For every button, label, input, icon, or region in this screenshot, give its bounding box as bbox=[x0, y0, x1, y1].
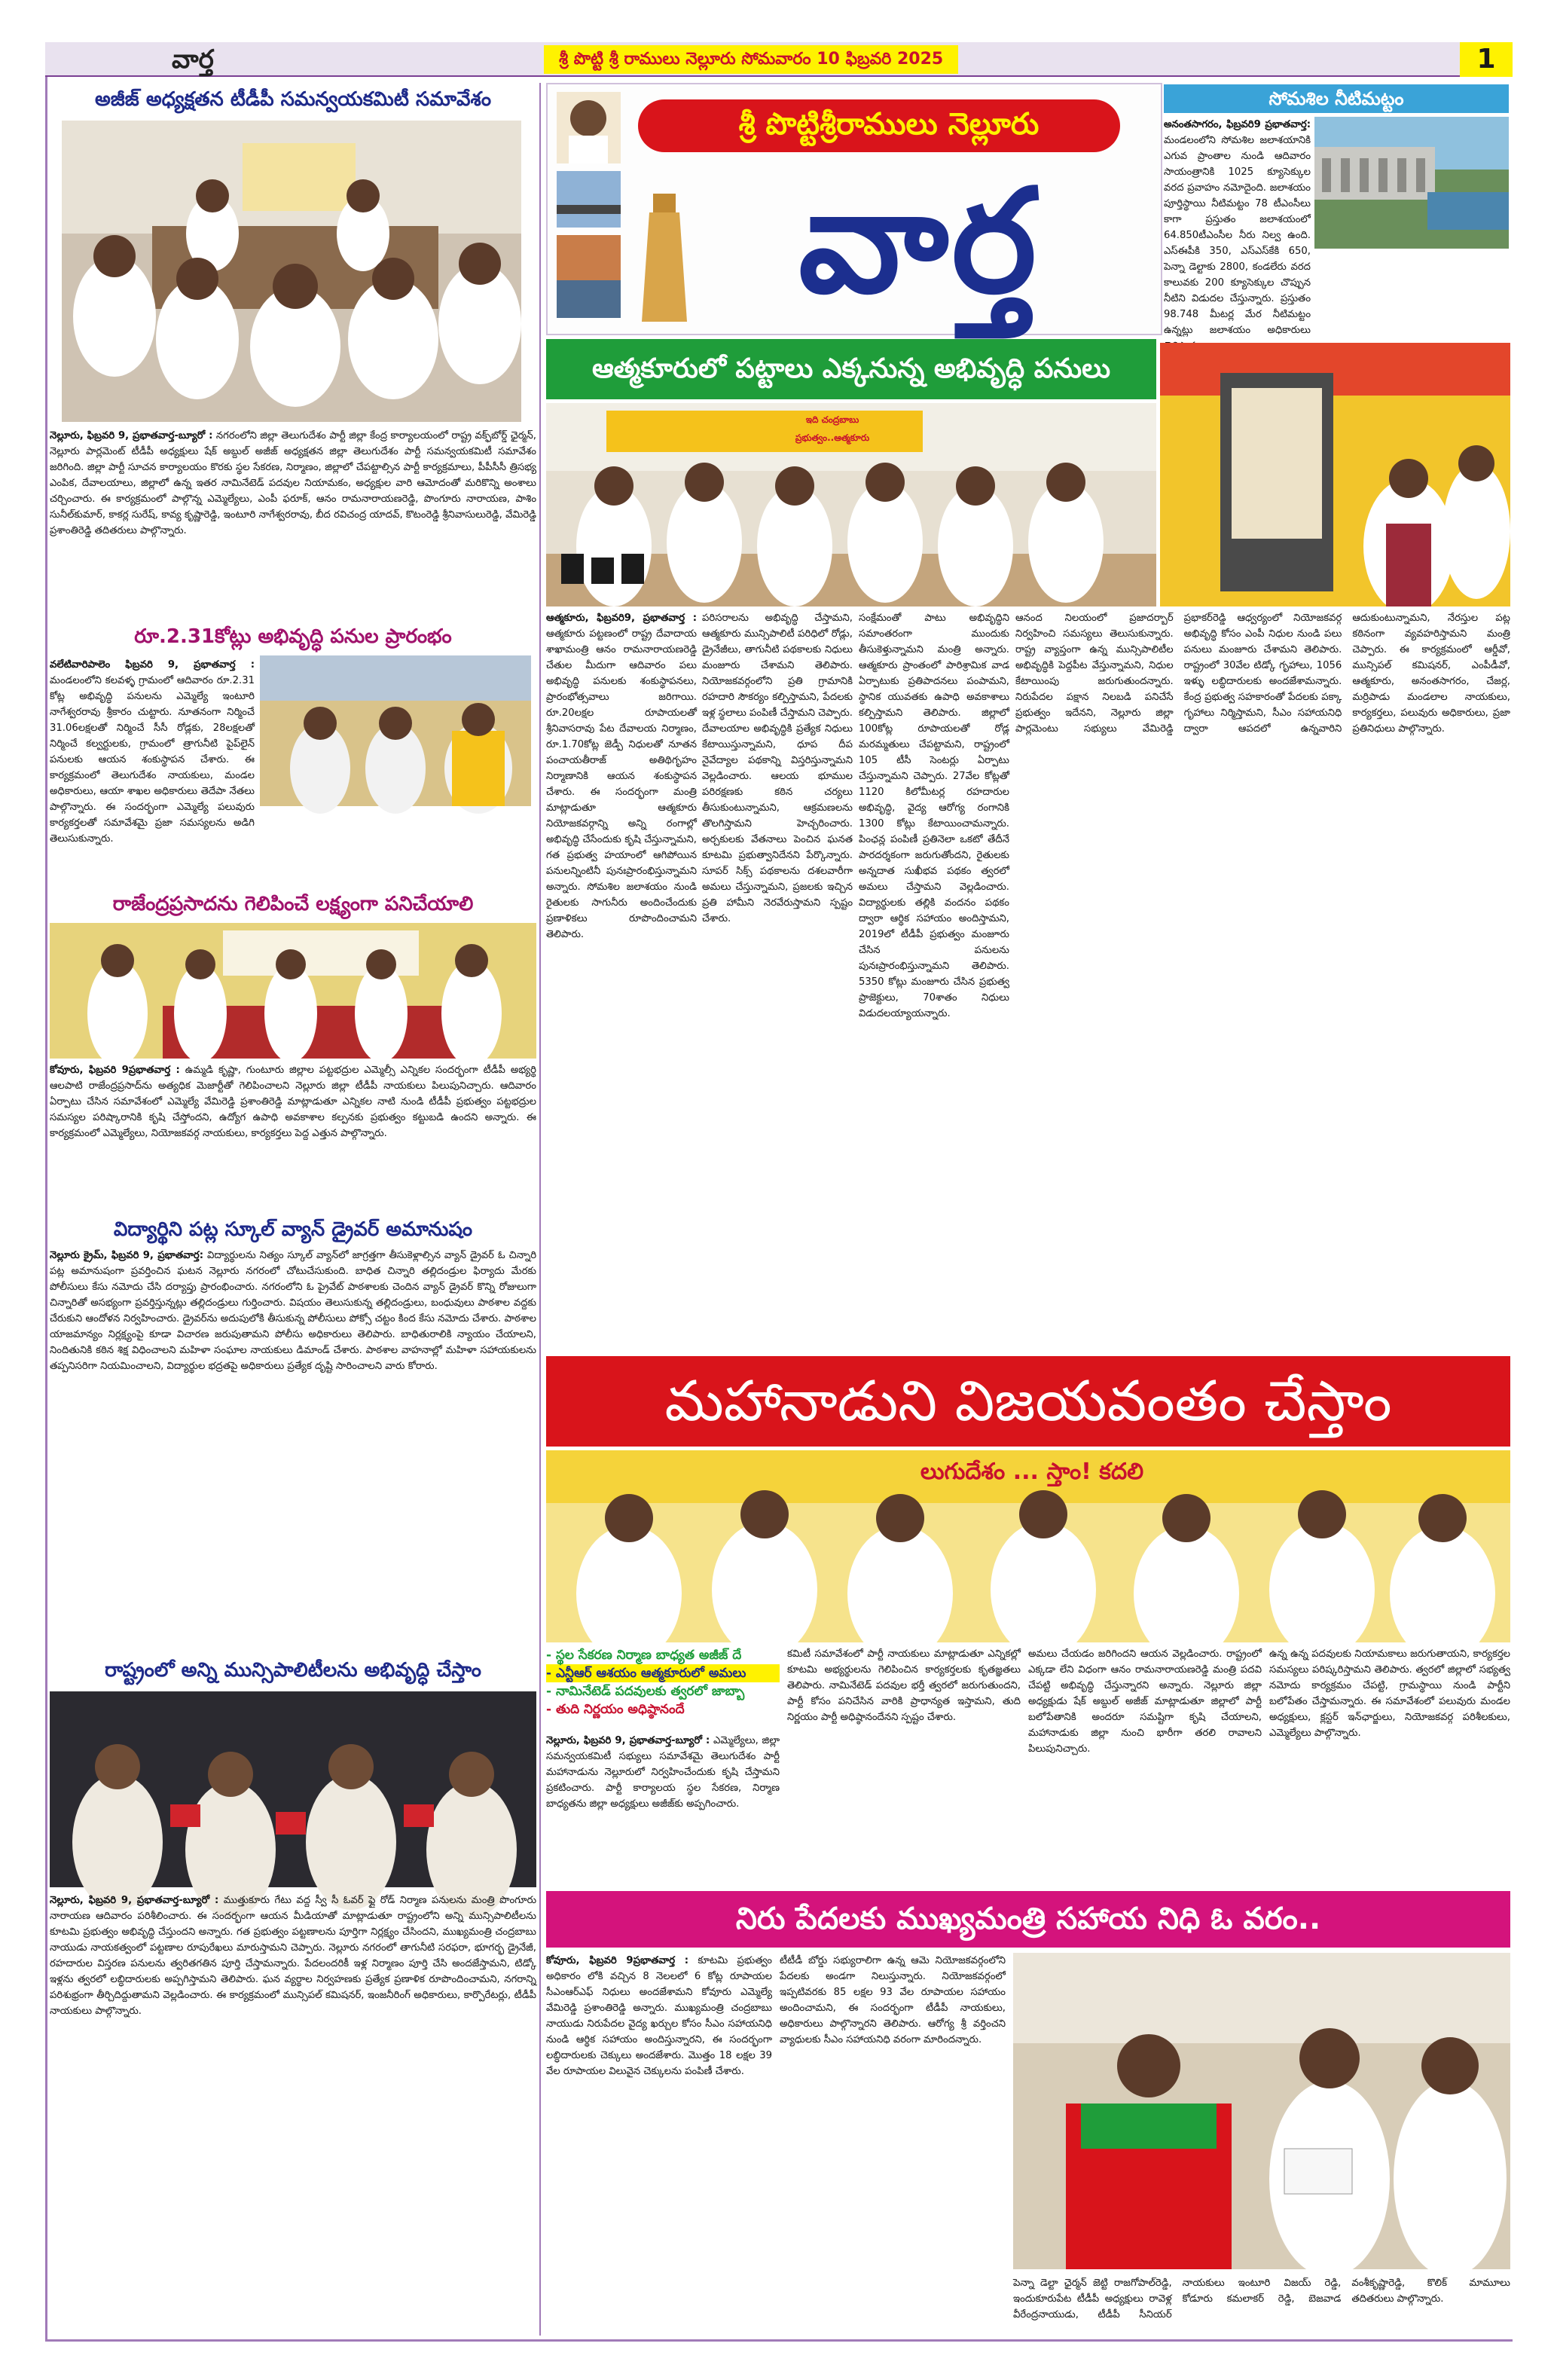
atmakur-col2: పరిసరాలను అభివృద్ధి చేస్తామని, ఆత్మకూరు మున్సిపాలిటీ పరిధిలో రోడ్లు, డ్రైనేజీలు, తాగునీటి పథకాలకు నిధులు మంజూరు చేశామని తెలిపారు. నియోజకవర్గంలోని ప్రతి గ్రామానికి రహదారి సౌకర్యం కల్పిస్తామని, పేదలకు ఇళ్ల స్థలాలు పంపిణీ చేస్తామని చెప్పారు. దేవాలయాల అభివృద్ధికి ప్రత్యేక నిధులు కేటాయిస్తున్నామని, ధూప దీప నైవేద్యాల పథకాన్ని విస్తరిస్తున్నామని వెల్లడించారు. ఆలయ భూముల పరిరక్షణకు కఠిన చర్యలు తీసుకుంటున్నామని, ఆక్రమణలను తొలగిస్తామని హెచ్చరించారు. అర్చకులకు వేతనాలు పెంచిన ఘనత కూటమి ప్రభుత్వానిదేనని పేర్కొన్నారు. సూపర్ సిక్స్ పథకాలను దశలవారీగా అమలు చేస్తున్నామని, ప్రజలకు ఇచ్చిన ప్రతి హామీని నెరవేరుస్తామని స్పష్టం చేశారు. bbox=[702, 613, 853, 924]
somasila-body-col bbox=[1164, 117, 1311, 336]
mahanadu-col1-text: ఎమ్మెల్యేలు, జిల్లా సమన్వయకమిటీ సభ్యులు సమావేశమై తెలుగుదేశం పార్టీ మహానాడును నెల్లూరులో నిర్వహించేందుకు కృషి చేస్తామని ప్రకటించారు. పార్టీ కార్యాలయ స్థల సేకరణ, నిర్మాణ బాధ్యతను జిల్లా అధ్యక్షులు అజీజ్‌కు అప్పగించారు. bbox=[546, 1735, 780, 1810]
story4-text: విద్యార్థులను నిత్యం స్కూల్ వ్యాన్‌లో జాగ్రత్తగా తీసుకెళ్లాల్సిన వ్యాన్ డ్రైవర్ ఓ చిన్నారి పట్ల అమానుషంగా ప్రవర్తించిన ఘటన నెల్లూరు నగరంలో చోటుచేసుకుంది. బాధిత చిన్నారి తల్లిదండ్రుల ఫిర్యాదు మేరకు పోలీసులు కేసు నమోదు చేసి దర్యాప్తు ప్రారంభించారు. నగరంలోని ఓ ప్రైవేట్ పాఠశాలకు చెందిన వ్యాన్ డ్రైవర్ కొన్ని రోజులుగా చిన్నారితో అసభ్యంగా ప్రవర్తిస్తున్నట్లు తల్లిదండ్రులు గుర్తించారు. విషయం తెలుసుకున్న తల్లిదండ్రులు, బంధువులు పాఠశాల వద్దకు చేరుకుని ఆందోళన నిర్వహించారు. డ్రైవర్‌ను అదుపులోకి తీసుకున్న పోలీసులు పోక్సో చట్టం కింద కేసు నమోదు చేశారు. పాఠశాల యాజమాన్యం నిర్లక్ష్యంపై కూడా విచారణ జరుపుతామని పోలీసు అధికారులు తెలిపారు. బాధితురాలికి న్యాయం చేయాలని, నిందితునికి కఠిన శిక్ష విధించాలని మహిళా సంఘాల నాయకులు డిమాండ్ చేశారు. పాఠశాల వాహనాల్లో మహిళా సహాయకులను తప్పనిసరిగా నియమించాలని, విద్యార్థుల భద్రతపై అధికారులు ప్రత్యేక దృష్టి సారించాలని వారు కోరారు. bbox=[50, 1250, 537, 1372]
mahanadu-col2: కమిటీ సమావేశంలో పార్టీ నాయకులు మాట్లాడుతూ ఎన్నికల్లో కూటమి అభ్యర్థులను గెలిపించిన కార్యకర్తలకు కృతజ్ఞతలు తెలిపారు. నామినేటెడ్ పదవుల భర్తీ త్వరలో జరుగుతుందని, పార్టీ కోసం పనిచేసిన వారికి ప్రాధాన్యత ఇస్తామని, తుది నిర్ణయం పార్టీ అధిష్ఠానందేనని స్పష్టం చేశారు. bbox=[787, 1648, 1021, 1723]
column-divider-line bbox=[539, 83, 541, 2336]
atmakur-photo-banner: ఇది చంద్రబాబు ప్రభుత్వం..ఆత్మకూరు bbox=[795, 414, 870, 443]
atmakur-dateline: ఆత్మకూరు, ఫిబ్రవరి9, ప్రభాతవార్త : bbox=[546, 613, 697, 624]
somasila-text: మండలంలోని సోమశిల జలాశయానికి ఎగువ ప్రాంతాల నుండి ఆదివారం సాయంత్రానికి 1025 క్యూసెక్కుల వరద ప్రవాహం నమోదైంది. జలాశయం పూర్తిస్థాయి నీటిమట్టం 78 టీఎంసీలు కాగా ప్రస్తుతం జలాశయంలో 64.850టీఎంసీల నీరు నిల్వ ఉంది. ఎస్‌ఈపీకి 350, ఎస్‌ఎస్‌కేకి 650, పెన్నా డెల్టాకు 2800, కండలేరు వరద కాలువకు 200 క్యూసెక్కుల చొప్పున నీటిని విడుదల చేస్తున్నారు. ప్రస్తుతం 98.748 మీటర్ల మేర నీటిమట్టం ఉన్నట్లు జలాశయం అధికారులు bbox=[1164, 135, 1311, 336]
story3-photo bbox=[50, 923, 536, 1059]
atmakur-headline: ఆత్మకూరులో పట్టాలు ఎక్కనున్న అభివృద్ధి పనులు bbox=[546, 339, 1156, 399]
mahanadu-col3: అమలు చేయడం జరిగిందని ఆయన వెల్లడించారు. రాష్ట్రంలో ఎక్కడా లేని విధంగా ఆనం రామనారాయణరెడ్డి మంత్రి పదవి చేపట్టి అభివృద్ధి చేస్తున్నారని అన్నారు. నెల్లూరు జిల్లా అధ్యక్షుడు షేక్ అబ్దుల్ అజీజ్ మాట్లాడుతూ జిల్లాలో పార్టీ బలోపేతానికి అందరూ సమష్టిగా కృషి చేయాలని, మహానాడుకు జిల్లా నుంచి భారీగా తరలి రావాలని పిలుపునిచ్చారు. bbox=[1028, 1648, 1262, 1755]
atmakur-col1-text: ఆత్మకూరు పట్టణంలో రాష్ట్ర దేవాదాయ శాఖామంత్రి ఆనం రామనారాయణరెడ్డి చేతుల మీదుగా ఆదివారం పలు అభివృద్ధి పనులకు శంకుస్థాపనలు, ప్రారంభోత్సవాలు జరిగాయి. రూ.20లక్షల రూపాయలతో శ్రీనివాసరావు పేట దేవాలయ నిర్మాణం, రూ.1.70కోట్ల జెడ్పీ నిధులతో నూతన పంచాయతీరాజ్ అతిథిగృహం నిర్మాణానికి ఆయన శంకుస్థాపన చేశారు. ఈ సందర్భంగా మంత్రి మాట్లాడుతూ ఆత్మకూరు నియోజకవర్గాన్ని అన్ని రంగాల్లో అభివృద్ధి చేసేందుకు కృషి చేస్తున్నామని, గత ప్రభుత్వ హయాంలో ఆగిపోయిన పనులన్నింటినీ పునఃప్రారంభిస్తున్నామని అన్నారు. సోమశిల జలాశయం నుండి రైతులకు సాగునీరు అందించేందుకు ప్రణాళికలు రూపొందించామని తెలిపారు. bbox=[546, 628, 697, 940]
somasila-dateline: అనంతసాగరం, ఫిబ్రవరి9 ప్రభాతవార్త: bbox=[1164, 119, 1311, 130]
atmakur-col4: ఆనంద నిలయంలో ప్రజాదర్బార్ నిర్వహించి సమస్యలు తెలుసుకున్నారు. రాష్ట్ర వ్యాప్తంగా ఉన్న మున్సిపాలిటీల అభివృద్ధికి పెద్దపీట వేస్తున్నామని, నిధుల కేటాయింపు జరుగుతుందన్నారు. నిరుపేదల పక్షాన నిలబడి పనిచేసే ప్రభుత్వం ఇదేనని, నెల్లూరు జిల్లా పార్లమెంటు సభ్యులు వేమిరెడ్డి ప్రభాకర్‌రెడ్డి ఆధ్వర్యంలో నియోజకవర్గ అభివృద్ధి కోసం ఎంపీ నిధుల నుండి పలు పనులు మంజూరు చేశామని తెలిపారు. రాష్ట్రంలో 30వేల టిడ్కో గృహాలు, 1056 ఇళ్ళు లబ్ధిదారులకు అందజేశామన్నారు. కేంద్ర ప్రభుత్వ సహకారంతో పేదలకు పక్కా గృహాలు నిర్మిస్తామని, సీఎం సహాయనిధి ద్వారా ఆపదలో ఉన్నవారిని ఆదుకుంటున్నామని, నేరస్తుల పట్ల కఠినంగా వ్యవహరిస్తామని మంత్రి చెప్పారు. ఈ కార్యక్రమంలో ఆర్డీవో, మున్సిపల్ కమిషనర్, ఎంపీడీవో, ఆత్మకూరు, అనంతసాగరం, చేజర్ల, మర్రిపాడు మండలాల నాయకులు, కార్యకర్తలు, పలువురు అధికారులు, ప్రజా ప్రతినిధులు పాల్గొన్నారు. bbox=[1015, 613, 1510, 735]
mahanadu-banner-text: లుగుదేశం ... స్తాం! కదలి bbox=[920, 1459, 1144, 1485]
story2-headline: రూ.2.31కోట్లు అభివృద్ధి పనుల ప్రారంభం bbox=[134, 625, 452, 648]
story1-meeting-photo bbox=[62, 121, 521, 422]
story1-headline: అజీజ్ అధ్యక్షతన టీడీపీ సమన్వయకమిటీ సమావేశం bbox=[94, 88, 492, 111]
story3-dateline: కోవూరు, ఫిబ్రవరి 9ప్రభాతవార్త : bbox=[50, 1065, 180, 1076]
story4-body bbox=[50, 1248, 536, 1654]
bottom-frame-line bbox=[45, 2339, 1513, 2342]
story2-body bbox=[50, 657, 255, 883]
story1-body bbox=[50, 428, 536, 616]
page-number: 1 bbox=[1460, 42, 1513, 77]
story2-dateline: వలేటివారిపాలెం ఫిబ్రవరి 9, ప్రభాతవార్త : bbox=[50, 659, 255, 671]
cmrf-col1 bbox=[546, 1953, 772, 2337]
somasila-dam-photo bbox=[1314, 117, 1509, 249]
atmakur-photo-2 bbox=[1160, 343, 1510, 606]
cmrf-col2: టీటీడీ బోర్డు సభ్యురాలిగా ఉన్న ఆమె నియోజకవర్గంలోని పేదలకు అండగా నిలుస్తున్నారు. నియోజకవర్గంలో ఇప్పటివరకు 85 లక్షల 93 వేల రూపాయల సహాయం అందించామని, ఈ సందర్భంగా టీడీపీ నాయకులు, అధికారులు పాల్గొన్నారని తెలిపారు. ఆరోగ్య శ్రీ వర్తించని వ్యాధులకు సీఎం సహాయనిధి వరంగా మారిందన్నారు. bbox=[780, 1955, 1006, 2045]
mahanadu-bullet: - తుది నిర్ణయం అధిష్ఠానందే bbox=[546, 1702, 685, 1717]
story1-text: నగరంలోని జిల్లా తెలుగుదేశం పార్టీ జిల్లా కేంద్ర కార్యాలయంలో రాష్ట్ర వక్ఫ్‌బోర్డ్ ఛైర్మన్, నెల్లూరు పార్లమెంట్ టీడీపీ అధ్యక్షులు షేక్ అబ్దుల్ అజీజ్ అధ్యక్షతన జిల్లా తెలుగుదేశం పార్టీ సమన్వయకమిటీ సమావేశం జరిగింది. జిల్లా పార్టీ సూచన కార్యాలయం కొరకు స్థల సేకరణ, నిర్మాణం, జిల్లాలో చేపట్టాల్సిన పార్టీ కార్యక్రమాలు, పీపీసీసీ త్రిసభ్య ఎంపిక, దేవాలయాలు, జిల్లాలో ఉన్న ఇతర నామినేటెడ్ పదవుల నియామకం, అధ్యక్షుల వారి ఆమోదంతో మరికొన్ని అంశాలు చర్చించారు. ఈ కార్యక్రమంలో పాల్గొన్న ఎమ్మెల్యేలు, ఎంపీ ఫరూక్, ఆనం రామనారాయణరెడ్డి, పొంగూరు నారాయణ, పాశిం సునీల్‌కుమార్, కాకర్ల సురేష్, కావ్య కృష్ణారెడ్డి, ఇంటూరి నాగేశ్వరరావు, బీద రవిచంద్ర యాదవ్, కొటంరెడ్డి శ్రీనివాసులురెడ్డి, వేమిరెడ్డి ప్రశాంతిరెడ్డి తదితరులు పాల్గొన్నారు. bbox=[50, 430, 537, 536]
cmrf-col1-text: కూటమి ప్రభుత్వం అధికారం లోకి వచ్చిన 8 నెలలలో 6 కోట్ల రూపాయల సీఎంఆర్ఎఫ్ నిధులు అందజేశామని కోవూరు ఎమ్మెల్యే వేమిరెడ్డి ప్రశాంతిరెడ్డి అన్నారు. ముఖ్యమంత్రి చంద్రబాబు నాయుడు నిరుపేదల వైద్య ఖర్చుల కోసం సీఎం సహాయనిధి నుండి ఆర్థిక సహాయం అందిస్తున్నారని, ఈ సందర్భంగా లబ్ధిదారులకు చెక్కులు అందజేశారు. మొత్తం 18 లక్షల 39 వేల రూపాయల విలువైన చెక్కులను పంపిణీ చేశారు. bbox=[546, 1955, 772, 2077]
story3-body bbox=[50, 1062, 536, 1213]
cmrf-headline: నిరు పేదలకు ముఖ్యమంత్రి సహాయ నిధి ఓ వరం.. bbox=[546, 1891, 1510, 1948]
mahanadu-bullet: - ఎన్టీఆర్ ఆశయం ఆత్మకూరులో అమలు bbox=[546, 1664, 780, 1682]
left-frame-line bbox=[45, 77, 47, 2341]
story5-body bbox=[50, 1893, 536, 2337]
mahanadu-bullet: - నామినేటెడ్ పదవులకు త్వరలో జాబ్బా bbox=[546, 1684, 745, 1699]
story3-text: ఉమ్మడి కృష్ణా, గుంటూరు జిల్లాల పట్టభద్రుల ఎమ్మెల్సీ ఎన్నికల సందర్భంగా టీడీపీ అభ్యర్థి ఆలపాటి రాజేంద్రప్రసాద్‌ను అత్యధిక మెజార్టీతో గెలిపించాలని నెల్లూరు జిల్లా టీడీపీ నాయకులు పిలుపునిచ్చారు. ఆదివారం ఏర్పాటు చేసిన సమావేశంలో ఎమ్మెల్యే వేమిరెడ్డి ప్రశాంతిరెడ్డి మాట్లాడుతూ ఎన్నికల నాటి నుండి టీడీపీ ప్రభుత్వం పట్టభద్రుల సమస్యల పరిష్కారానికి కృషి చేస్తోందని, ఉద్యోగ ఉపాధి అవకాశాల కల్పనకు ప్రభుత్వం కట్టుబడి ఉందని అన్నారు. ఈ కార్యక్రమంలో ఎమ్మెల్యేలు, నియోజకవర్గ నాయకులు, కార్యకర్తలు పెద్ద ఎత్తున పాల్గొన్నారు. bbox=[50, 1065, 536, 1139]
header-brand: వార్త bbox=[172, 44, 214, 75]
masthead-district: శ్రీ పొట్టిశ్రీరాములు నెల్లూరు bbox=[738, 107, 1040, 142]
story5-dateline: నెల్లూరు, ఫిబ్రవరి 9, ప్రభాతవార్త-బ్యూరో : bbox=[50, 1895, 219, 1906]
story3-headline: రాజేంద్రప్రసాదను గెలిపించే లక్ష్యంగా పనిచేయాలి bbox=[112, 893, 474, 915]
cmrf-dateline: కోవూరు, ఫిబ్రవరి 9ప్రభాతవార్త : bbox=[546, 1955, 689, 1966]
atmakur-col1 bbox=[546, 610, 697, 1352]
atmakur-col3: సంక్షేమంతో పాటు అభివృద్ధిని సమాంతరంగా ముందుకు తీసుకెళ్తున్నామని మంత్రి అన్నారు. ఆత్మకూరు ప్రాంతంలో పారిశ్రామిక వాడ ఏర్పాటుకు ప్రతిపాదనలు పంపామని, స్థానిక యువతకు ఉపాధి అవకాశాలు కల్పిస్తామని తెలిపారు. జిల్లాలో 100కోట్ల రూపాయలతో రోడ్ల మరమ్మతులు చేపట్టామని, రాష్ట్రంలో 105 టీసీ సెంటర్లు ఏర్పాటు చేస్తున్నామని చెప్పారు. 27వేల కోట్లతో 1120 కిలోమీటర్ల రహదారుల అభివృద్ధి, వైద్య ఆరోగ్య రంగానికి 1300 కోట్లు కేటాయించామన్నారు. పింఛన్ల పంపిణీ ప్రతినెలా ఒకటో తేదీనే పారదర్శకంగా జరుగుతోందని, రైతులకు అన్నదాత సుఖీభవ పథకం త్వరలో అమలు చేస్తామని వెల్లడించారు. విద్యార్థులకు తల్లికి వందనం పథకం ద్వారా ఆర్థిక సహాయం అందిస్తామని, 2019లో టీడీపీ ప్రభుత్వం మంజూరు చేసిన పనులను పునఃప్రారంభిస్తున్నామని తెలిపారు. 5350 కోట్లు మంజూరు చేసిన ప్రభుత్వ ప్రాజెక్టులు, 70శాతం నిధులు విడుదలయ్యాయన్నారు. bbox=[859, 613, 1009, 1019]
somasila-headline: సోమశిల నీటిమట్టం bbox=[1164, 84, 1509, 113]
mahanadu-bullets bbox=[546, 1646, 780, 1729]
cmrf-photo-caption: పెన్నా డెల్టా ఛైర్మన్ జెట్టి రాజగోపాల్‌రెడ్డి, ఇందుకూరుపేట టీడీపీ అధ్యక్షులు రావెళ్ల వీరేంద్రనాయుడు, టీడీపీ సీనియర్ నాయకులు ఇంటూరి విజయ్ రెడ్డి, కోడూరు కమలాకర్ రెడ్డి, బెజవాడ వంశీకృష్ణారెడ్డి, కొలిక్ మామూలు తదితరులు పాల్గొన్నారు. bbox=[1013, 2278, 1510, 2320]
mahanadu-dateline: నెల్లూరు, ఫిబ్రవరి 9, ప్రభాతవార్త-బ్యూరో : bbox=[546, 1735, 710, 1746]
story2-text: మండలంలోని కలవళ్ళ గ్రామంలో ఆదివారం రూ.2.31 కోట్ల అభివృద్ధి పనులను ఎమ్మెల్యే ఇంటూరి నాగేశ్వరరావు శ్రీకారం చుట్టారు. నూతనంగా నిర్మించే 31.06లక్షలతో నిర్మించే సీసీ రోడ్లకు, 28లక్షలతో నిర్మించే కల్వర్టులకు, గ్రామంలో త్రాగునీటి పైప్‌లైన్ పనులకు ఆయన శంకుస్థాపన చేశారు. ఈ కార్యక్రమంలో తెలుగుదేశం నాయకులు, మండల అధికారులు, ఆయా శాఖల అధికారులు తెదేపా నేతలు పాల్గొన్నారు. ఈ సందర్భంగా ఎమ్మెల్యే పలువురు కార్యకర్తలతో సమావేశమై ప్రజా సమస్యలను అడిగి తెలుసుకున్నారు. bbox=[50, 675, 255, 845]
masthead-logo: వార్త bbox=[798, 157, 1040, 325]
story4-headline: విద్యార్థిని పట్ల స్కూల్ వ్యాన్ డ్రైవర్ అమానుషం bbox=[113, 1218, 473, 1241]
mahanadu-col1 bbox=[546, 1733, 780, 1876]
mahanadu-col4: ఉన్న ఉన్న పదవులకు నియామకాలు జరుగుతాయని, కార్యకర్తల సమస్యలు పరిష్కరిస్తామని తెలిపారు. త్వరలో జిల్లాలో సభ్యత్వ నమోదు కార్యక్రమం చేపట్టి, గ్రామస్థాయి నుండి పార్టీని బలోపేతం చేస్తామన్నారు. ఈ సమావేశంలో పలువురు మండల అధ్యక్షులు, క్లస్టర్ ఇన్‌ఛార్జులు, నియోజకవర్గ పరిశీలకులు, ఎమ్మెల్యేలు పాల్గొన్నారు. bbox=[1269, 1648, 1510, 1739]
mahanadu-headline: మహానాడుని విజయవంతం చేస్తాం bbox=[546, 1356, 1510, 1447]
story5-text: ముత్తుకూరు గేటు వద్ద స్వీ సీ ఓవర్ ఫ్లై రోడ్ నిర్మాణ పనులను మంత్రి పొంగూరు నారాయణ ఆదివారం పరిశీలించారు. ఈ సందర్భంగా ఆయన మీడియాతో మాట్లాడుతూ రాష్ట్రంలోని అన్ని మున్సిపాలిటీలను కూటమి ప్రభుత్వం అభివృద్ధి చేస్తుందని అన్నారు. గత ప్రభుత్వం పట్టణాలను పూర్తిగా నిర్లక్ష్యం చేసిందని, ముఖ్యమంత్రి చంద్రబాబు నాయుడు నాయకత్వంలో పట్టణాల రూపురేఖలు మారుస్తామని చెప్పారు. నెల్లూరు నగరంలో తాగునీటి సరఫరా, భూగర్భ డ్రైనేజీ, రహదారుల విస్తరణ పనులను త్వరితగతిన పూర్తి చేస్తామన్నారు. పేదలందరికీ ఇళ్ల నిర్మాణం పూర్తి చేసి అందజేస్తామని, టిడ్కో ఇళ్లను త్వరలో లబ్ధిదారులకు అప్పగిస్తామని తెలిపారు. ఘన వ్యర్థాల నిర్వహణకు ప్రత్యేక ప్రణాళిక రూపొందించామని, నగరాన్ని పరిశుభ్రంగా తీర్చిదిద్దుతామని వెల్లడించారు. ఈ కార్యక్రమంలో మున్సిపల్ కమిషనర్, ఇంజనీరింగ్ అధికారులు, కార్పొరేటర్లు, టీడీపీ నాయకులు పాల్గొన్నారు. bbox=[50, 1895, 537, 2017]
story5-press-photo bbox=[50, 1691, 536, 1887]
story2-photo bbox=[260, 655, 531, 806]
story1-dateline: నెల్లూరు, ఫిబ్రవరి 9, ప్రభాతవార్త-బ్యూరో : bbox=[50, 430, 213, 441]
story5-headline: రాష్ట్రంలో అన్ని మున్సిపాలిటీలను అభివృద్ధి చేస్తాం bbox=[105, 1659, 481, 1682]
header-dateline: శ్రీ పొట్టి శ్రీ రాములు నెల్లూరు సోమవారం 10 ఫిబ్రవరి 2025 bbox=[544, 45, 958, 74]
story4-dateline: నెల్లూరు క్రైమ్, ఫిబ్రవరి 9, ప్రభాతవార్త: bbox=[50, 1250, 204, 1261]
cmrf-photo bbox=[1013, 1953, 1510, 2269]
mahanadu-bullet: - స్థల సేకరణ నిర్మాణ బాధ్యత అజీజ్ దే bbox=[546, 1648, 742, 1663]
